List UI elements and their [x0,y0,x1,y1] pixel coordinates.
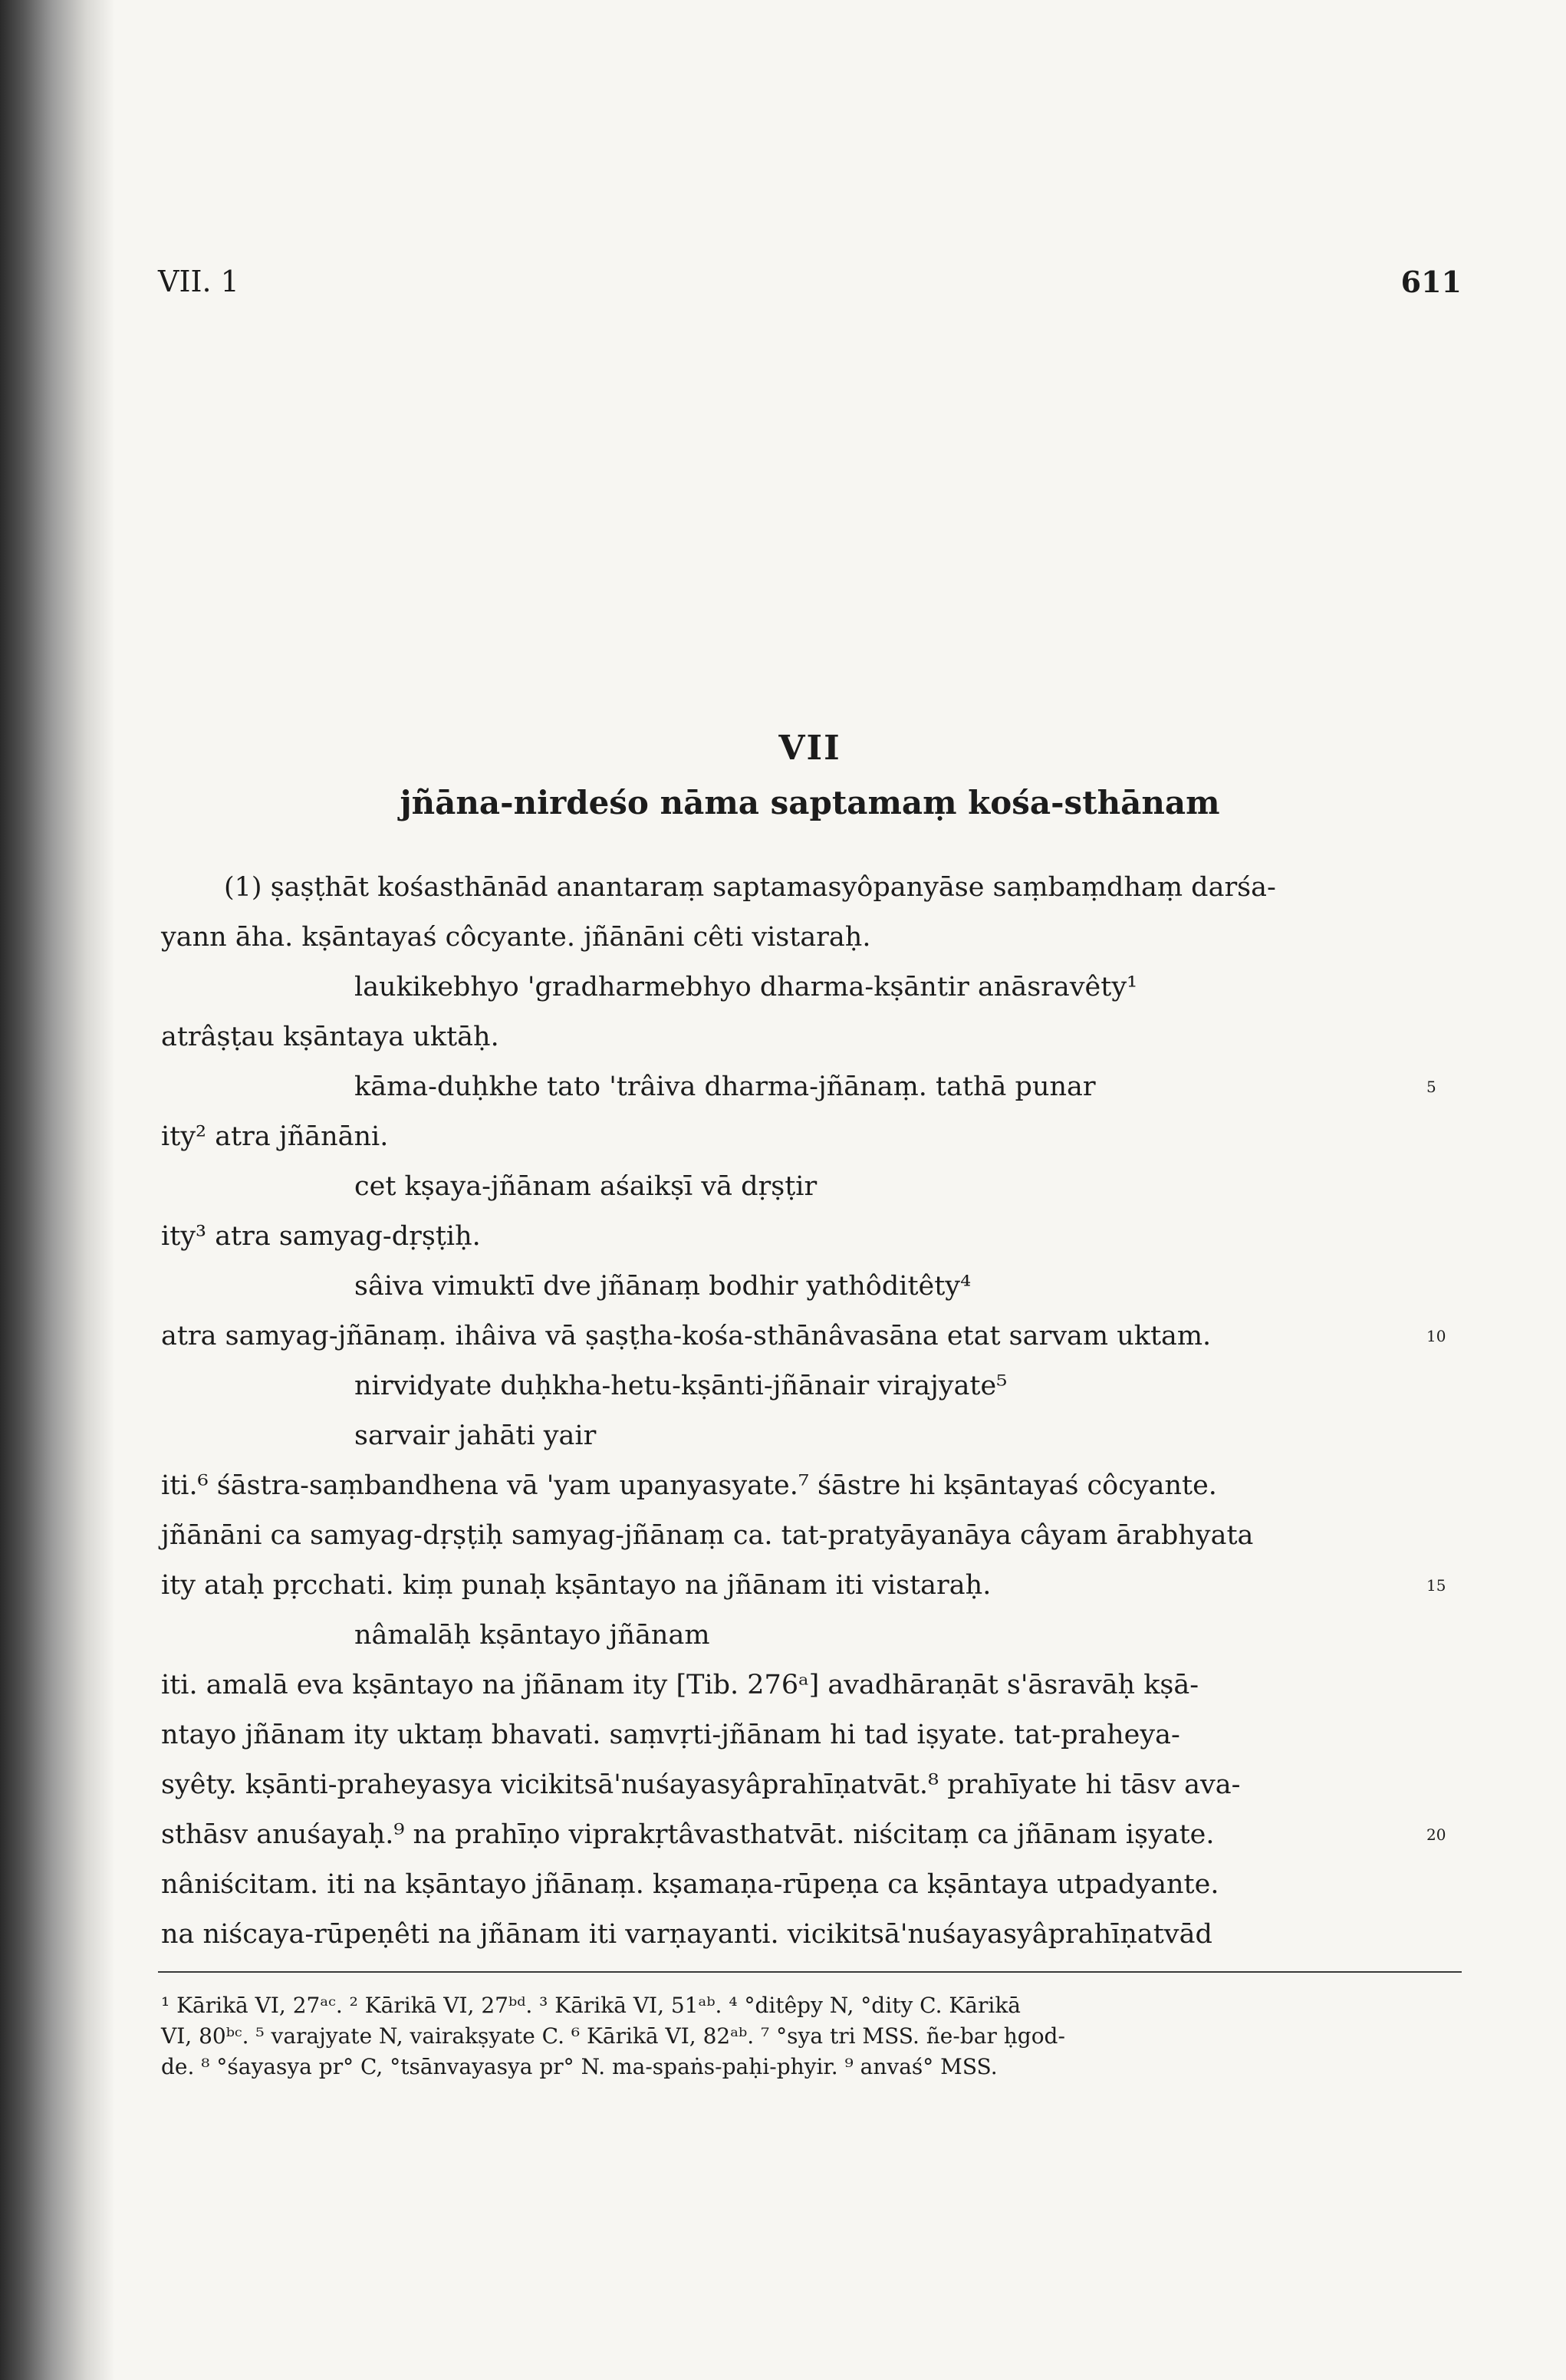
line-text: nâmalāḥ kṣāntayo jñānam [354,1620,710,1651]
line-text: ity ataḥ pṛcchati. kiṃ punaḥ kṣāntayo na jñānam iti vistaraḥ. [161,1570,992,1601]
text-line [161,1561,1457,1611]
text-line [161,1810,1457,1860]
line-text: kāma-duḥkhe tato 'trâiva dharma-jñānaṃ. tathā punar [354,1071,1096,1102]
text-line [161,1112,1457,1162]
text-line [161,913,1457,963]
chapter-title: jñāna-nirdeśo nāma saptamaṃ kośa-sthānam [400,784,1220,821]
text-line [161,1661,1457,1710]
text-line [161,1760,1457,1810]
text-line [161,1411,1457,1461]
line-text: iti.⁶ śāstra-saṃbandhena vā 'yam upanyasyate.⁷ śāstre hi kṣāntayaś côcyante. [161,1470,1217,1501]
line-text: jñānāni ca samyag-dṛṣṭiḥ samyag-jñānaṃ ca. tat-pratyāyanāya câyam ārabhyata [161,1520,1254,1551]
line-text: nâniścitam. iti na kṣāntayo jñānaṃ. kṣamaṇa-rūpeṇa ca kṣāntaya utpadyante. [161,1869,1219,1900]
line-number: 5 [1426,1078,1436,1096]
line-text: ity³ atra samyag-dṛṣṭiḥ. [161,1221,481,1252]
line-text: yann āha. kṣāntayaś côcyante. jñānāni cêti vistaraḥ. [161,922,871,953]
header-section: VII. 1 [158,265,239,298]
binding-shadow [0,0,115,2380]
line-text: sâiva vimuktī dve jñānaṃ bodhir yathôditêty⁴ [354,1271,972,1302]
footnote-line: VI, 80ᵇᶜ. ⁵ varajyate N, vairakṣyate C. ⁶ Kārikā VI, 82ᵃᵇ. ⁷ °sya tri MSS. ñe-bar ḥgod- [161,2023,1065,2049]
text-line [161,1511,1457,1561]
line-number: 20 [1426,1825,1446,1844]
text-line [161,1312,1457,1361]
line-number: 10 [1426,1327,1446,1345]
text-line [161,1910,1457,1960]
line-text: (1) ṣaṣṭhāt kośasthānād anantaraṃ saptamasyôpanyāse saṃbaṃdhaṃ darśa- [224,872,1276,903]
line-text: atrâṣṭau kṣāntaya uktāḥ. [161,1022,499,1052]
line-text: sarvair jahāti yair [354,1420,597,1451]
line-text: laukikebhyo 'gradharmebhyo dharma-kṣāntir anāsravêty¹ [354,972,1138,1002]
text-line [161,863,1457,913]
line-text: syêty. kṣānti-praheyasya vicikitsā'nuśayasyâprahīṇatvāt.⁸ prahīyate hi tāsv ava- [161,1769,1241,1800]
text-line [161,1860,1457,1910]
footnote-rule [158,1971,1462,1973]
line-text: atra samyag-jñānaṃ. ihâiva vā ṣaṣṭha-kośa-sthānâvasāna etat sarvam uktam. [161,1321,1212,1351]
text-line [161,1162,1457,1212]
line-text: iti. amalā eva kṣāntayo na jñānam ity [Tib. 276ᵃ] avadhāraṇāt s'āsravāḥ kṣā- [161,1670,1199,1700]
chapter-number: VII [778,729,841,768]
line-text: nirvidyate duḥkha-hetu-kṣānti-jñānair virajyate⁵ [354,1371,1008,1401]
text-line [161,1062,1457,1112]
footnote-line: ¹ Kārikā VI, 27ᵃᶜ. ² Kārikā VI, 27ᵇᵈ. ³ Kārikā VI, 51ᵃᵇ. ⁴ °ditêpy N, °dity C. Kārikā [161,1993,1021,2018]
text-line [161,1710,1457,1760]
running-header [158,265,1462,311]
footnote-line: de. ⁸ °śayasya pr° C, °tsānvayasya pr° N. ma-spaṅs-paḥi-phyir. ⁹ anvaś° MSS. [161,2054,998,2079]
text-line [161,1611,1457,1661]
text-line [161,1012,1457,1062]
text-line [161,1461,1457,1511]
line-text: sthāsv anuśayaḥ.⁹ na prahīṇo viprakṛtâvasthatvāt. niścitaṃ ca jñānam iṣyate. [161,1819,1215,1850]
text-line [161,1262,1457,1312]
text-line [161,963,1457,1012]
text-line [161,1212,1457,1262]
line-text: ity² atra jñānāni. [161,1121,389,1152]
line-number: 15 [1426,1576,1446,1595]
line-text: cet kṣaya-jñānam aśaikṣī vā dṛṣṭir [354,1171,818,1202]
text-line [161,1361,1457,1411]
body-text [161,863,1457,1960]
line-text: ntayo jñānam ity uktaṃ bhavati. saṃvṛti-jñānam hi tad iṣyate. tat-praheya- [161,1720,1180,1750]
footnotes [161,1990,1457,2082]
line-text: na niścaya-rūpeṇêti na jñānam iti varṇayanti. vicikitsā'nuśayasyâprahīṇatvād [161,1919,1212,1950]
page-number: 611 [1400,265,1462,299]
